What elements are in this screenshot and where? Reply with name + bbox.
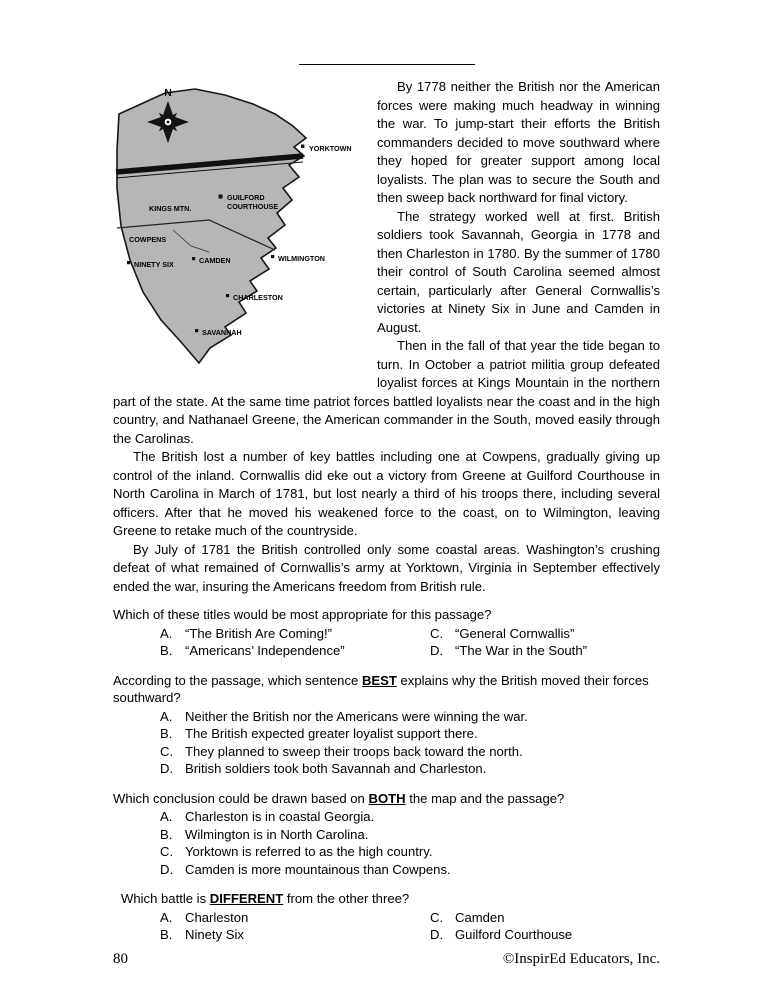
prompt-emphasis: BOTH	[368, 790, 406, 806]
prompt-suffix: explains why the British moved their forces southward?	[113, 672, 649, 705]
option-d	[160, 760, 660, 778]
option-letter: D.	[430, 927, 444, 942]
question-4-options	[160, 909, 660, 944]
passage-paragraph-1: By 1778 neither the British nor the American forces were making much headway in winning the war. To jump-start their efforts the British commanders decided to move southward where they hoped for greater support among local loyalists. The plan was to secure the South and then sweep back northward for final victory.	[377, 79, 660, 205]
map-figure	[113, 80, 365, 378]
option-letter: B.	[160, 643, 173, 658]
prompt-prefix: Which battle is	[121, 891, 210, 906]
question-1-options	[160, 625, 660, 660]
prompt-suffix: the map and the passage?	[405, 790, 565, 806]
option-letter: A.	[160, 708, 173, 724]
option-text: Wilmington is in North Carolina.	[185, 826, 369, 842]
question-3-prompt	[113, 790, 660, 808]
camden-label: CAMDEN	[199, 256, 231, 265]
compass-hub-dot	[167, 121, 170, 124]
option-letter: D.	[430, 643, 444, 658]
option-letter: C.	[430, 909, 444, 925]
option-letter: B.	[160, 726, 173, 741]
option-letter: A.	[160, 909, 173, 925]
kings-mtn-label: KINGS MTN.	[149, 204, 192, 213]
question-4-prompt	[121, 890, 660, 908]
question-3-options	[160, 808, 660, 878]
option-text: Charleston	[185, 909, 249, 925]
option-text: Neither the British nor the Americans were winning the war.	[185, 708, 528, 724]
prompt-prefix: According to the passage, which sentence	[113, 672, 362, 688]
passage-paragraph-3: Then in the fall of that year the tide began to turn. In October a patriot militia group defeated loyalist forces at Kings Mountain in the northern part of the state. At the same time patriot forces battled loyalists near the coast and in the high country, and Nathanael Greene, the American commander in the South, moved easily through the Carolinas.	[113, 338, 660, 446]
page-footer	[113, 951, 660, 968]
option-text: British soldiers took both Savannah and Charleston.	[185, 761, 487, 776]
guilford-courthouse-marker	[219, 195, 223, 199]
option-b	[160, 642, 430, 660]
option-letter: B.	[160, 826, 173, 842]
option-text: The British expected greater loyalist support there.	[185, 726, 478, 741]
savannah-marker	[195, 329, 198, 332]
option-a	[160, 625, 430, 643]
option-c	[160, 743, 660, 761]
prompt-suffix: from the other three?	[283, 891, 410, 906]
prompt-emphasis: DIFFERENT	[209, 891, 284, 906]
passage-paragraph-4: The British lost a number of key battles including one at Cowpens, gradually giving up control of the inland. Cornwallis did eke out a victory from Greene at Guilford Courthouse in North Carolina in March of 1781, but lost nearly a third of his troops there, including several officers. After that he moved his weakened force to the coast, on to Wilmington, leaving Greene to retake much of the countryside.	[113, 449, 660, 538]
question-2-options	[160, 708, 660, 778]
wilmington-marker	[271, 255, 274, 258]
question-1-prompt	[113, 606, 660, 624]
charleston-label: CHARLESTON	[233, 293, 283, 302]
option-text: They planned to sweep their troops back toward the north.	[185, 743, 523, 759]
option-a	[160, 708, 660, 726]
wilmington-label: WILMINGTON	[278, 254, 325, 263]
option-c	[160, 843, 660, 861]
option-b	[160, 926, 430, 944]
option-text: Camden is more mountainous than Cowpens.	[185, 861, 451, 877]
prompt-emphasis: BEST	[361, 672, 397, 688]
option-letter: A.	[160, 625, 173, 641]
option-text: Yorktown is referred to as the high country.	[185, 844, 433, 859]
question-1-prompt-text: Which of these titles would be most appropriate for this passage?	[113, 607, 492, 622]
yorktown-label: YORKTOWN	[309, 144, 352, 153]
option-d	[430, 926, 660, 944]
title-blank-line	[299, 64, 475, 65]
option-d	[430, 642, 660, 660]
copyright: ©InspirEd Educators, Inc.	[502, 951, 660, 967]
option-c	[430, 909, 660, 927]
question-1	[113, 606, 660, 660]
option-letter: C.	[430, 625, 444, 641]
option-text: Camden	[455, 909, 505, 925]
compass-north-label: N	[164, 87, 172, 99]
option-letter: B.	[160, 927, 173, 942]
question-4	[113, 890, 660, 944]
option-a	[160, 909, 430, 927]
option-text: “The War in the South”	[455, 643, 587, 658]
option-text: “The British Are Coming!”	[185, 625, 332, 641]
passage-paragraph-5: By July of 1781 the British controlled only some coastal areas. Washington’s crushing defeat of what remained of Cornwallis’s army at Yorktown, Virginia in September effectively ended the war, insuring the Americans freedom from British rule.	[113, 541, 660, 594]
passage-section	[113, 78, 660, 944]
prompt-prefix: Which conclusion could be drawn based on	[113, 790, 369, 806]
option-text: Guilford Courthouse	[455, 927, 573, 942]
option-text: “Americans’ Independence”	[185, 643, 345, 658]
option-d	[160, 861, 660, 879]
cowpens-label: COWPENS	[129, 235, 167, 244]
option-letter: D.	[160, 861, 174, 877]
questions-section	[113, 606, 660, 944]
question-3	[113, 790, 660, 879]
option-text: Ninety Six	[185, 927, 244, 942]
option-letter: C.	[160, 743, 174, 759]
passage-paragraph-2: The strategy worked well at first. British soldiers took Savannah, Georgia in 1778 and then Charleston in 1780. By the summer of 1780 their control of South Carolina seemed almost certain, particularly after General Cornwallis’s victories at Ninety Six in June and Camden in August.	[377, 208, 660, 335]
ninety-six-label: NINETY SIX	[134, 260, 174, 269]
page-number: 80	[113, 951, 128, 967]
option-a	[160, 808, 660, 826]
option-letter: A.	[160, 809, 173, 824]
option-c	[430, 625, 660, 643]
option-letter: C.	[160, 844, 174, 859]
option-text: Charleston is in coastal Georgia.	[185, 809, 375, 824]
question-2	[113, 672, 660, 778]
guilford-label-line2: COURTHOUSE	[227, 202, 279, 211]
option-text: “General Cornwallis”	[455, 625, 575, 641]
carolinas-map	[113, 80, 365, 378]
savannah-label: SAVANNAH	[202, 328, 242, 337]
yorktown-marker	[301, 145, 304, 148]
ninety-six-marker	[127, 261, 130, 264]
charleston-marker	[226, 294, 229, 297]
question-2-prompt	[113, 672, 660, 707]
guilford-label-line1: GUILFORD	[227, 193, 265, 202]
option-b	[160, 826, 660, 844]
option-letter: D.	[160, 761, 174, 776]
camden-marker	[192, 257, 195, 260]
option-b	[160, 725, 660, 743]
